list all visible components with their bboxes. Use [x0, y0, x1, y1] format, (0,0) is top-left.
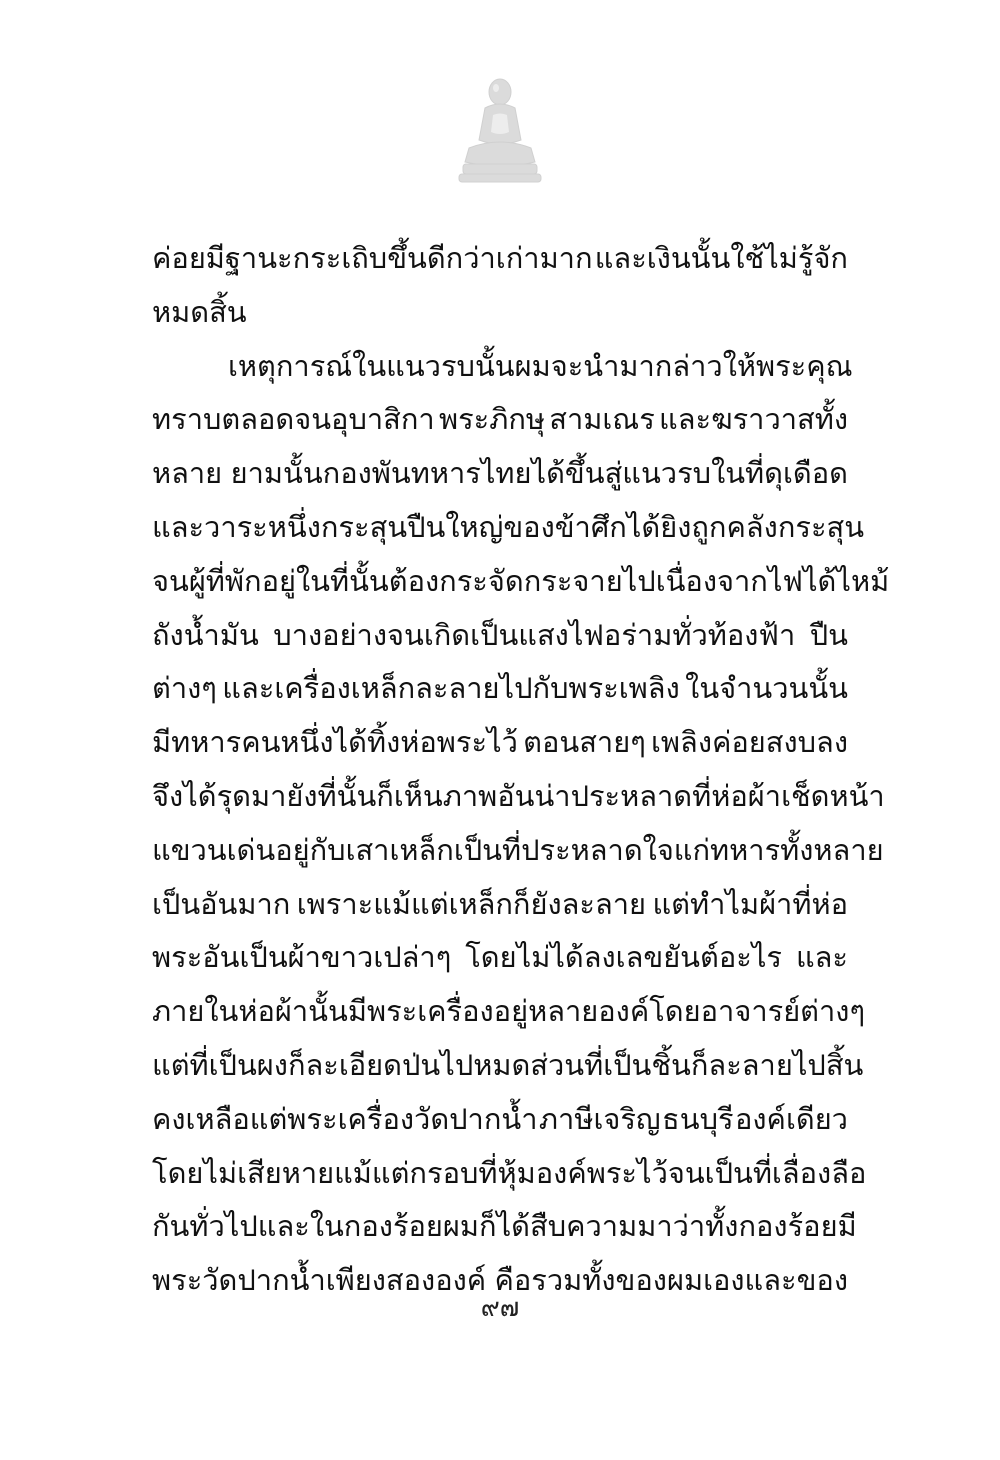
text-segment: ทราบตลอดจนอุบาสิกา [152, 402, 435, 437]
text-line [152, 232, 848, 286]
text-segment: ค่อยมีฐานะกระเถิบขึ้นดีกว่าเก่ามาก [152, 241, 593, 275]
text-segment: แขวนเด่นอยู่กับเสาเหล็ก [152, 832, 454, 867]
text-segment: และ [795, 940, 848, 975]
text-segment: โดยไม่ได้ลงเลขยันต์อะไร [465, 940, 782, 975]
seated-monk-emblem-icon [455, 70, 545, 185]
text-segment: ภาษีเจริญ [538, 1101, 661, 1136]
text-line [152, 770, 885, 824]
text-segment: คือรวมทั้งของผมเองและของ [494, 1263, 848, 1298]
text-segment: เพราะแม้แต่เหล็กก็ยังละลาย [296, 886, 647, 921]
text-line [152, 340, 853, 394]
text-segment: และในกองร้อยผมก็ได้สืบความมาว่าทั้งกองร้อยมี [257, 1209, 857, 1244]
text-segment: เป็นที่ประหลาดใจแก่ทหารทั้งหลาย [453, 832, 884, 867]
text-segment: และฆราวาสทั้ง [659, 402, 848, 437]
text-segment: และวาระหนึ่ง [152, 509, 321, 544]
text-line [152, 985, 866, 1039]
text-segment: แต่ที่เป็นผงก็ละเอียดป่นไปหมด [152, 1047, 531, 1082]
text-line [152, 878, 848, 932]
text-segment: ก็เห็นภาพอันน่าประหลาดที่ห่อผ้าเช็ดหน้า [376, 778, 885, 813]
text-segment: พระอันเป็นผ้าขาวเปล่าๆ [152, 940, 452, 975]
text-line [152, 824, 884, 878]
text-segment: ต่างๆ [152, 671, 217, 706]
text-segment: เป็นอันมาก [152, 886, 291, 921]
text-segment: จึงได้รุดมายังที่นั้น [152, 778, 377, 813]
text-segment: เพลิงค่อยสงบลง [651, 725, 848, 760]
text-segment: ตอนสายๆ [523, 725, 646, 760]
text-segment: กระสุนปืนใหญ่ของข้าศึกได้ยิงถูกคลังกระสุน [320, 509, 865, 544]
text-segment: จนเป็นที่เลื่องลือ [667, 1155, 867, 1190]
text-segment: สามเณร [549, 402, 655, 437]
text-line [152, 662, 848, 716]
text-segment: ปืน [809, 617, 848, 652]
text-segment: หลาย [152, 456, 223, 491]
text-segment: ในจำนวนนั้น [685, 671, 848, 706]
text-segment: และเครื่องเหล็กละลายไปกับพระเพลิง [222, 671, 680, 706]
text-line [152, 286, 848, 340]
text-segment: แต่ทำไมผ้าที่ห่อ [652, 886, 848, 921]
text-segment: ยามนั้นกองพันทหารไทยได้ขึ้นสู่แนวรบในที่ดุเดือด [230, 456, 848, 491]
text-line [152, 1039, 864, 1093]
text-line [152, 1093, 848, 1147]
text-line [152, 393, 848, 447]
text-line [152, 716, 848, 770]
text-line [152, 501, 865, 555]
text-line [152, 931, 848, 985]
text-segment: ธนบุรี [662, 1101, 734, 1136]
text-segment: บางอย่างจนเกิดเป็นแสงไฟอร่ามทั่วท้องฟ้า [273, 617, 796, 652]
text-segment: ภายในห่อผ้านั้นมีพระเครื่องอยู่หลายองค์โดยอาจารย์ต่างๆ [152, 994, 866, 1029]
text-segment: ส่วนที่เป็นชิ้นก็ละลายไปสิ้น [530, 1047, 864, 1082]
text-segment: พระวัดปากน้ำเพียงสององค์ [152, 1263, 487, 1298]
text-segment: ถังน้ำมัน [152, 617, 259, 652]
text-segment: ผมจะนำมากล่าวให้พระคุณ [514, 348, 853, 383]
text-segment: หมดสิ้น [152, 294, 247, 329]
text-segment: เหตุการณ์ในแนวรบนั้น [228, 348, 515, 383]
text-segment: กันทั่วไป [152, 1209, 258, 1244]
text-line [152, 609, 848, 663]
text-segment: และเงินนั้นใช้ไม่รู้จัก [594, 241, 848, 275]
text-line [152, 1200, 857, 1254]
page-number: ๙๗ [480, 1293, 520, 1323]
text-line [152, 555, 890, 609]
body-text [152, 232, 890, 1308]
text-segment: คงเหลือแต่พระเครื่องวัดปากน้ำ [152, 1101, 538, 1136]
text-segment: พระภิกษุ [438, 402, 546, 437]
text-segment: มีทหารคนหนึ่งได้ทิ้งห่อพระไว้ [152, 725, 518, 760]
text-line [152, 447, 848, 501]
text-segment: จนผู้ที่พักอยู่ในที่นั้นต้องกระจัดกระจายไป [152, 563, 656, 598]
text-line [152, 1147, 867, 1201]
text-segment: โดยไม่เสียหายแม้แต่กรอบที่หุ้มองค์พระไว้ [152, 1155, 668, 1190]
text-segment: องค์เดียว [734, 1101, 848, 1136]
text-segment: เนื่องจากไฟได้ไหม้ [655, 563, 890, 598]
